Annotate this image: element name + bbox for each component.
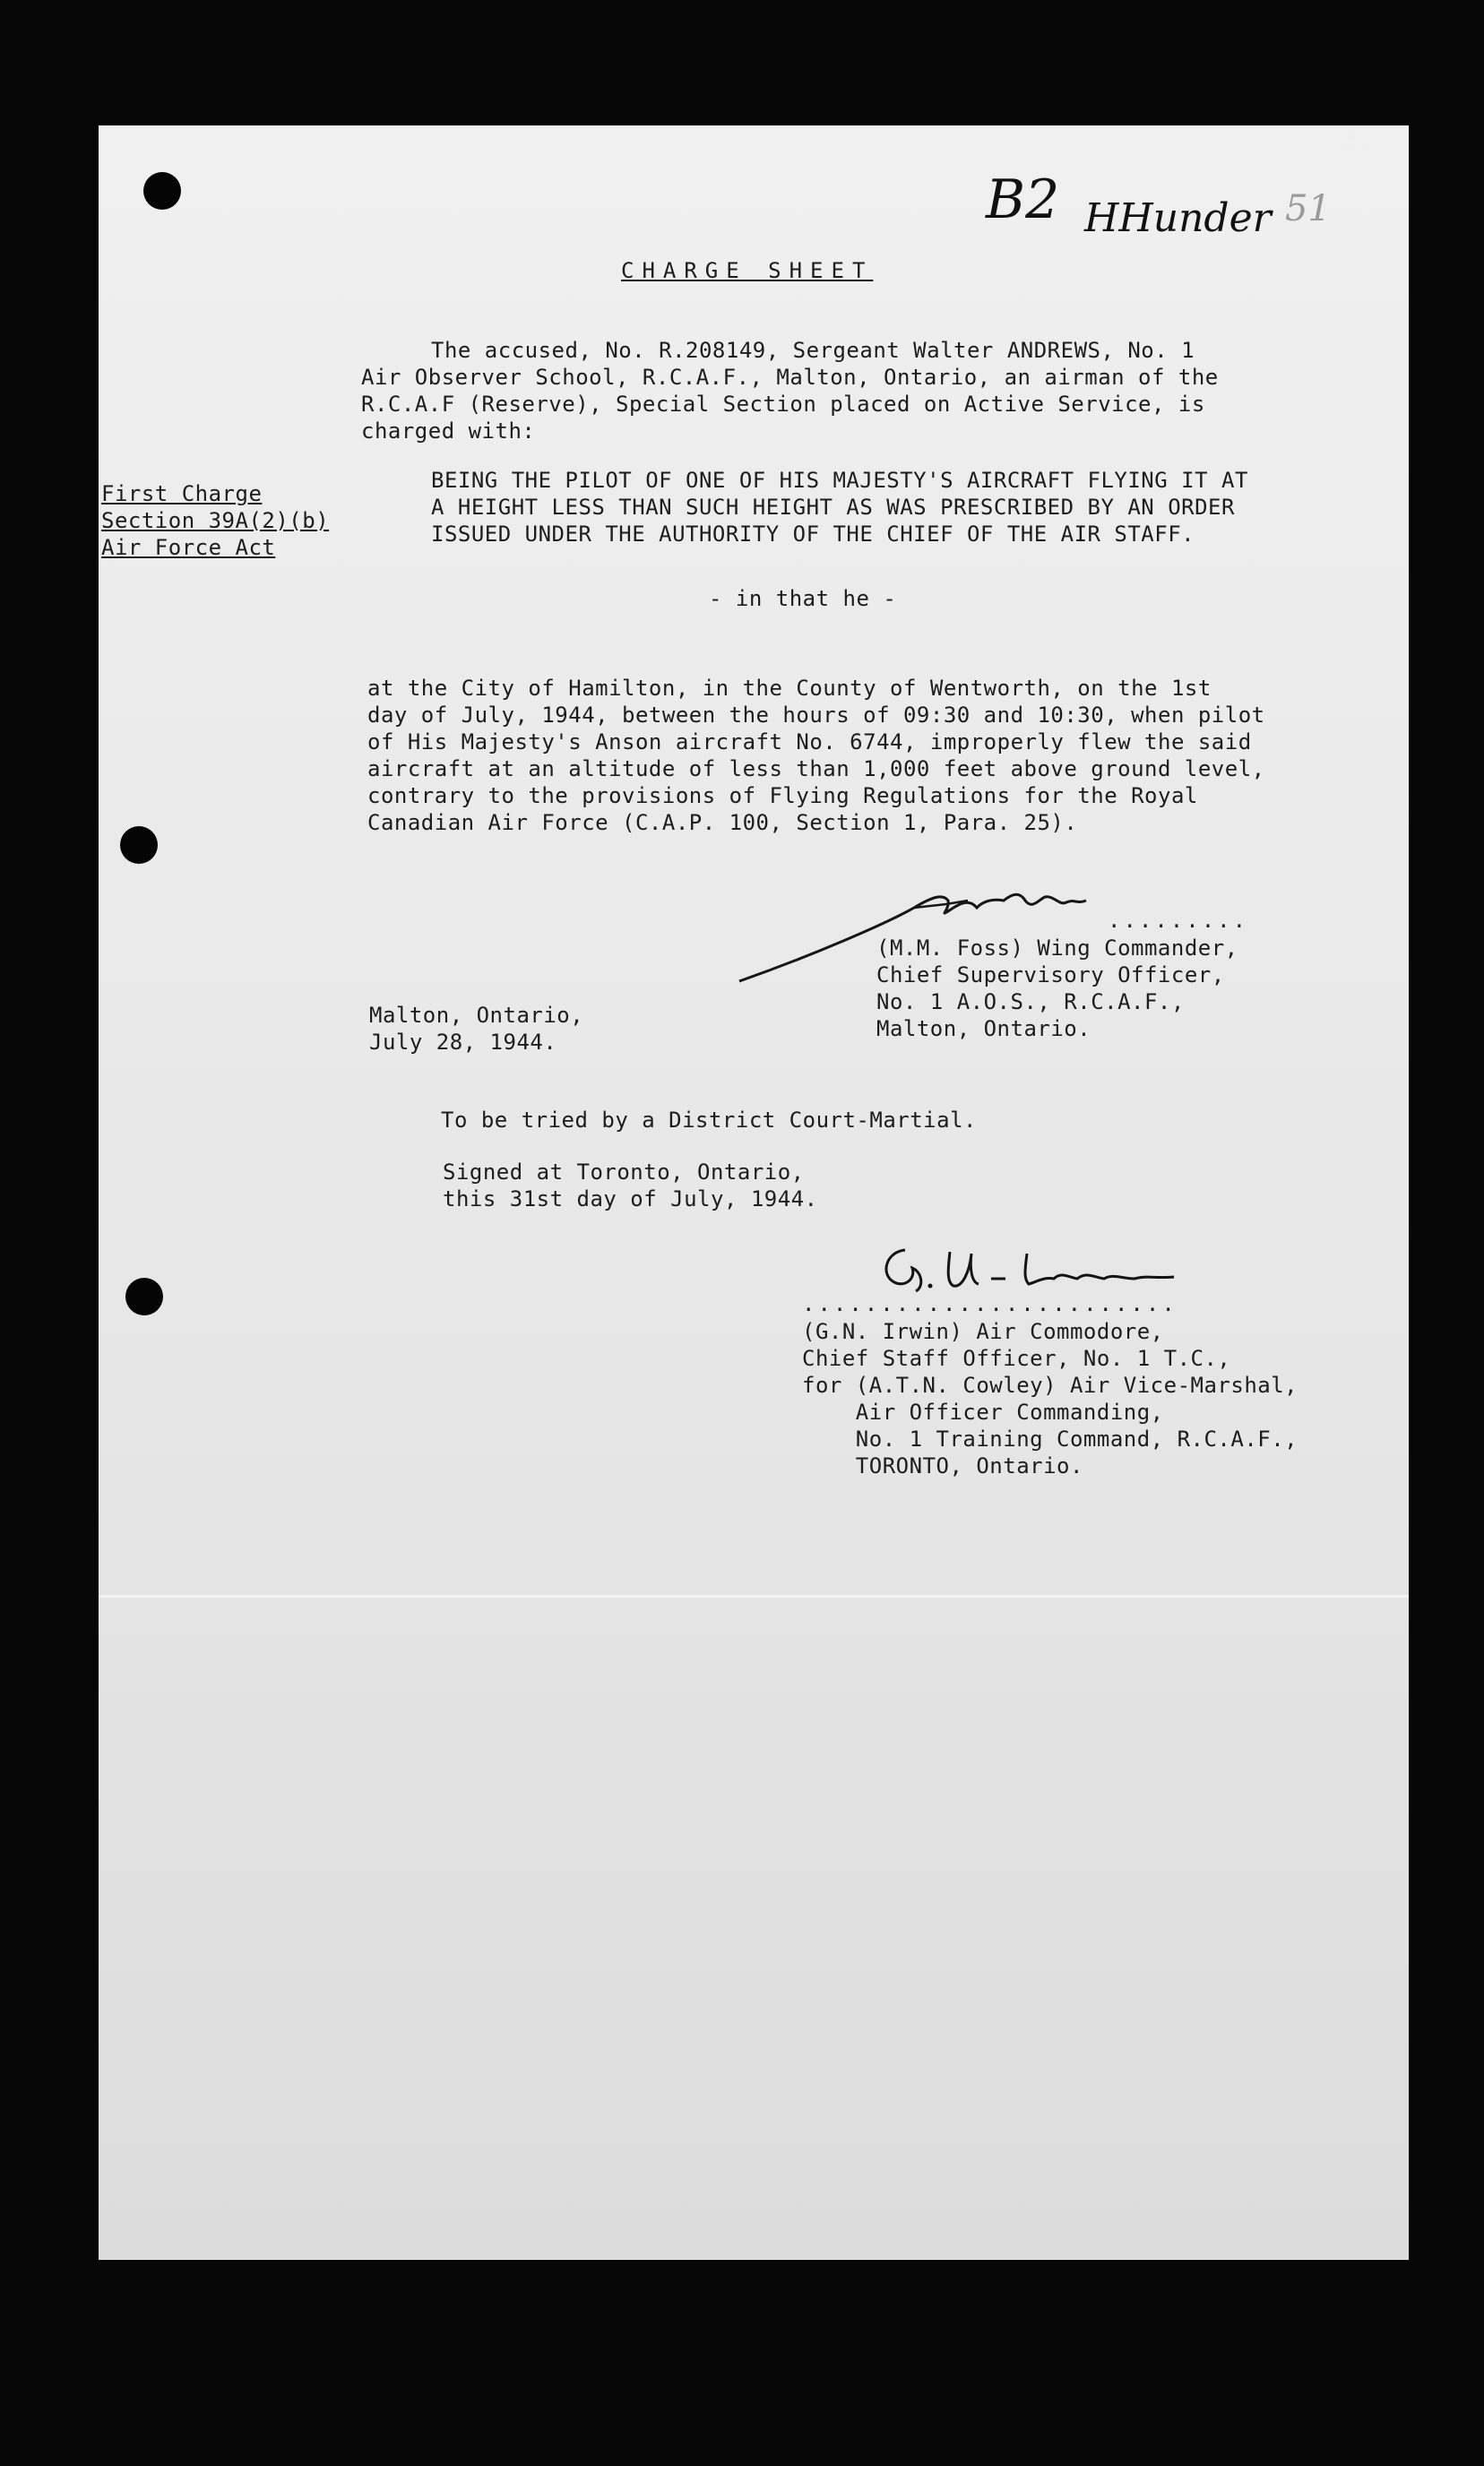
text-line: (M.M. Foss) Wing Commander, [876,936,1238,961]
text-line: A HEIGHT LESS THAN SUCH HEIGHT AS WAS PRESCRIBED BY AN ORDER [431,495,1235,520]
punch-hole [120,826,158,864]
margin-label: Section 39A(2)(b) [101,508,330,533]
text-line: ISSUED UNDER THE AUTHORITY OF THE CHIEF OF THE AIR STAFF. [431,522,1195,547]
text-line: day of July, 1944, between the hours of 09:30 and 10:30, when pilot [367,703,1265,728]
signature-dots: ........................ [802,1291,1178,1316]
text-line: No. 1 Training Command, R.C.A.F., [802,1427,1298,1452]
text-line: Air Observer School, R.C.A.F., Malton, Ontario, an airman of the [361,365,1219,390]
text-line: at the City of Hamilton, in the County of Wentworth, on the 1st [367,676,1212,701]
text-line: TORONTO, Ontario. [802,1453,1083,1479]
text-line: contrary to the provisions of Flying Regulations for the Royal [367,783,1198,808]
handwritten-name: HHunder [1084,195,1272,241]
text-line: of His Majesty's Anson aircraft No. 6744, improperly flew the said [367,729,1252,754]
text-line: Chief Supervisory Officer, [876,962,1225,987]
punch-hole [143,172,181,210]
margin-label: Air Force Act [101,535,276,560]
in-that-line: - in that he - [709,586,897,611]
handwritten-ref: 51 [1285,188,1331,229]
handwritten-code: B2 [986,168,1060,231]
page-fold-line [99,1595,1409,1598]
text-line: July 28, 1944. [369,1030,557,1055]
text-line: Signed at Toronto, Ontario, [443,1160,805,1185]
text-line: Air Officer Commanding, [802,1400,1164,1425]
text-line: Chief Staff Officer, No. 1 T.C., [802,1346,1231,1371]
text-line: Malton, Ontario. [876,1016,1091,1041]
text-line: BEING THE PILOT OF ONE OF HIS MAJESTY'S AIRCRAFT FLYING IT AT [431,468,1248,493]
text-line: Malton, Ontario, [369,1003,584,1028]
text-line: No. 1 A.O.S., R.C.A.F., [876,989,1185,1014]
text-line: R.C.A.F (Reserve), Special Section placed on Active Service, is [361,392,1205,417]
text-line: this 31st day of July, 1944. [443,1186,818,1211]
trial-order: To be tried by a District Court-Martial. [441,1108,977,1133]
text-line: charged with: [361,418,536,444]
punch-hole [125,1278,163,1315]
page-number: 3. [1344,126,1371,151]
text-line: (G.N. Irwin) Air Commodore, [802,1319,1164,1344]
text-line: The accused, No. R.208149, Sergeant Walter ANDREWS, No. 1 [431,338,1195,363]
document-title: CHARGE SHEET [621,258,874,283]
text-line: Canadian Air Force (C.A.P. 100, Section 1, Para. 25). [367,810,1078,835]
text-line: aircraft at an altitude of less than 1,000 feet above ground level, [367,756,1265,781]
text-line: for (A.T.N. Cowley) Air Vice-Marshal, [802,1373,1298,1398]
margin-label: First Charge [101,481,263,506]
signature-dots: ......... [1108,908,1249,933]
